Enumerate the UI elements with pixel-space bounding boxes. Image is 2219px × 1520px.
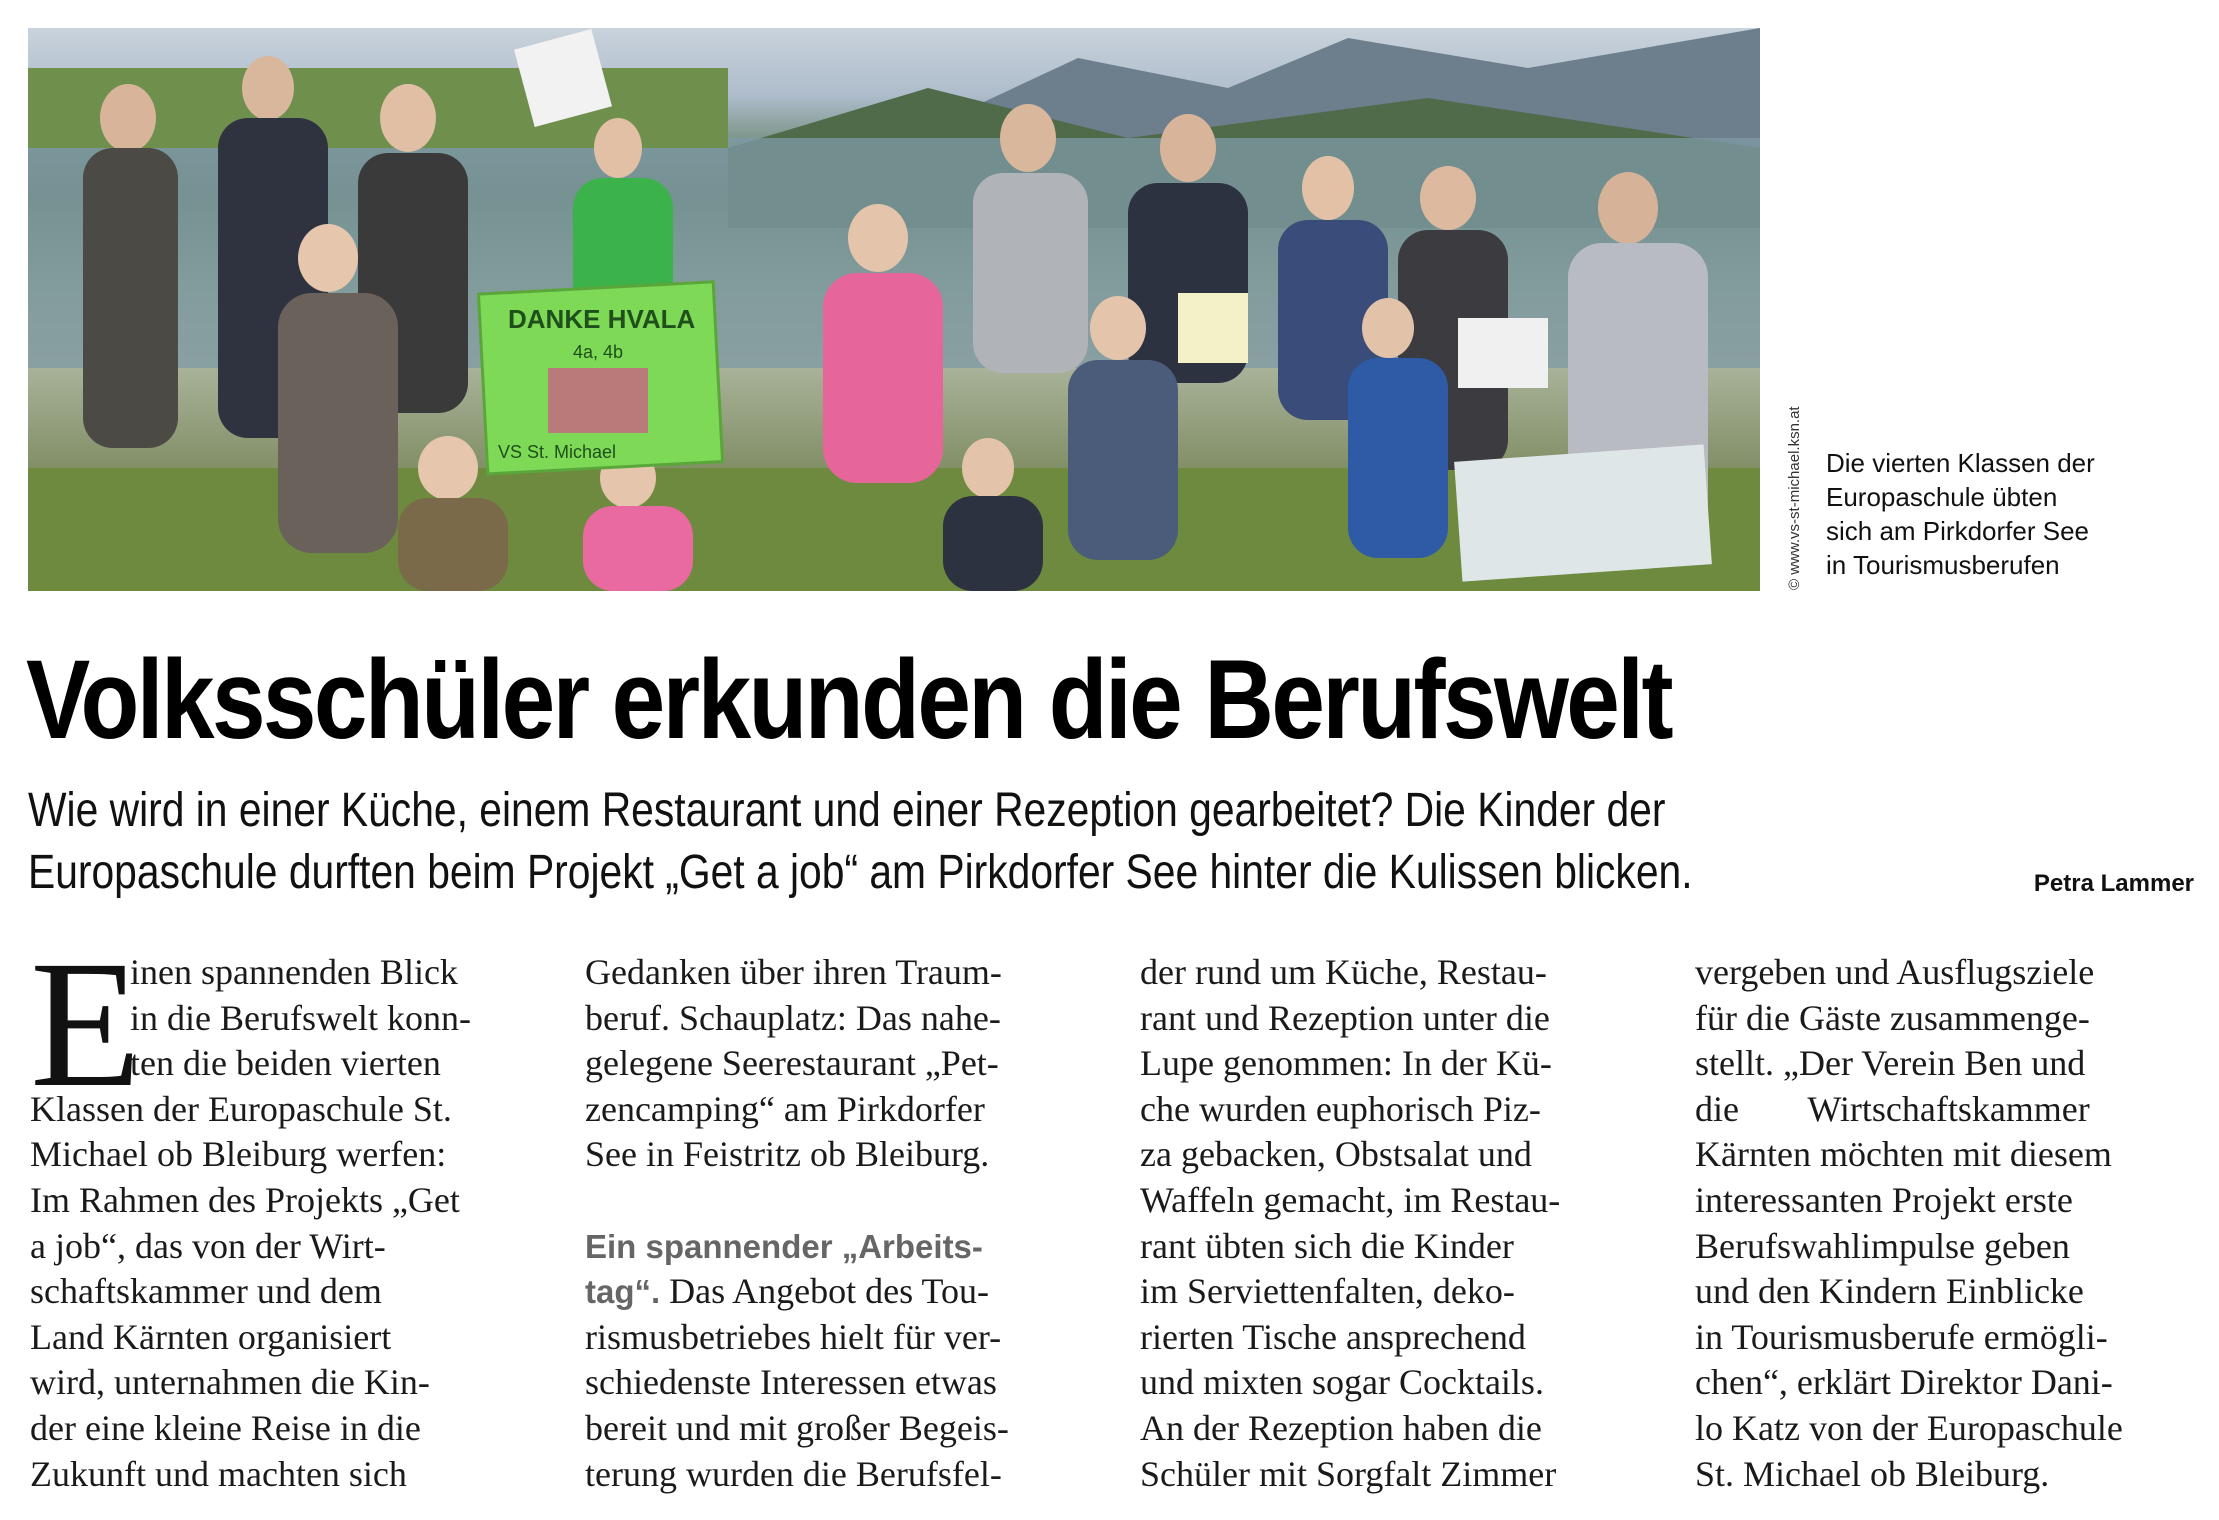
paragraph-gap — [585, 1178, 1090, 1224]
body-line: interessanten Projekt erste — [1695, 1179, 2073, 1220]
body-line: wird, unternahmen die Kin- — [30, 1362, 430, 1403]
author-byline: Petra Lammer — [2033, 870, 2194, 897]
caption-line: sich am Pirkdorfer See — [1826, 516, 2089, 546]
body-line: in die Berufswelt konn- — [130, 997, 471, 1038]
body-line: der eine kleine Reise in die — [30, 1407, 421, 1448]
sign-text-3: VS St. Michael — [498, 442, 617, 462]
body-line — [585, 1224, 1090, 1270]
body-line: terung wurden die Berufsfel- — [585, 1453, 1002, 1494]
body-line: rant übten sich die Kinder — [1140, 1225, 1514, 1266]
paper-sheet — [1454, 444, 1712, 581]
group-photo-illustration — [28, 28, 1760, 591]
body-line: schiedenste Interessen etwas — [585, 1362, 997, 1403]
body-line: Michael ob Bleiburg werfen: — [30, 1134, 447, 1175]
caption-line: Die vierten Klassen der — [1826, 448, 2095, 478]
body-line: See in Feistritz ob Bleiburg. — [585, 1134, 990, 1175]
body-line — [585, 1269, 1090, 1315]
body-line: Waffeln gemacht, im Restau- — [1140, 1179, 1561, 1220]
body-line: St. Michael ob Bleiburg. — [1695, 1453, 2050, 1494]
body-line: ten die beiden vierten — [130, 1043, 441, 1084]
body-line: der rund um Küche, Restau- — [1140, 952, 1547, 992]
body-column-3 — [1140, 950, 1645, 1497]
body-line: rant und Rezeption unter die — [1140, 997, 1550, 1038]
body-line: und mixten sogar Cocktails. — [1140, 1362, 1544, 1403]
body-column-1 — [30, 950, 535, 1497]
body-line: Kärnten möchten mit diesem — [1695, 1134, 2112, 1175]
body-line: und den Kindern Einblicke — [1695, 1271, 2084, 1312]
sign-text-2: 4a, 4b — [573, 342, 624, 362]
body-line: bereit und mit großer Begeis- — [585, 1407, 1009, 1448]
body-line: che wurden euphorisch Piz- — [1140, 1088, 1541, 1129]
paper-sheet — [1178, 293, 1248, 363]
caption-line: Europaschule übten — [1826, 482, 2058, 512]
body-line: vergeben und Ausflugsziele — [1695, 952, 2095, 992]
body-line: inen spannenden Blick — [130, 952, 458, 992]
body-line: Zukunft und machten sich — [30, 1453, 407, 1494]
body-line: Land Kärnten organisiert — [30, 1316, 392, 1357]
lead-line: Europaschule durften beim Projekt „Get a job“ am Pirkdorfer See hinter die Kulissen blicken. — [28, 846, 1693, 899]
article-lead — [28, 780, 2218, 904]
thank-you-sign — [478, 282, 722, 474]
subheading: Ein spannender „Arbeits- — [585, 1227, 983, 1265]
photo-caption — [1826, 446, 2206, 582]
body-line: za gebacken, Obstsalat und — [1140, 1134, 1532, 1175]
body-line: stellt. „Der Verein Ben und — [1695, 1043, 2086, 1084]
body-line: a job“, das von der Wirt- — [30, 1225, 386, 1266]
drop-cap: E — [30, 924, 142, 1125]
body-line: Klassen der Europaschule St. — [30, 1088, 452, 1129]
body-text: Das Angebot des Tou- — [660, 1271, 989, 1312]
body-line: rierten Tische ansprechend — [1140, 1316, 1526, 1357]
article-photo — [28, 28, 1760, 591]
sign-text-1: DANKE HVALA — [508, 304, 696, 334]
body-line: die Wirtschaftskammer — [1695, 1088, 2090, 1129]
body-line: Schüler mit Sorgfalt Zimmer — [1140, 1453, 1557, 1494]
subheading: tag“. — [585, 1273, 661, 1311]
body-line: Berufswahlimpulse geben — [1695, 1225, 2070, 1266]
body-line: Lupe genommen: In der Kü- — [1140, 1043, 1552, 1084]
body-line: lo Katz von der Europaschule — [1695, 1407, 2123, 1448]
body-line: im Serviettenfalten, deko- — [1140, 1271, 1515, 1312]
photo-credit: © www.vs-st-michael.ksn.at — [1786, 406, 1803, 590]
body-column-4 — [1695, 950, 2200, 1497]
article-headline: Volksschüler erkunden die Berufswelt — [26, 637, 1671, 762]
body-line: An der Rezeption haben die — [1140, 1407, 1542, 1448]
body-line: schaftskammer und dem — [30, 1271, 382, 1312]
paper-sheet — [1458, 318, 1548, 388]
body-line: Gedanken über ihren Traum- — [585, 952, 1002, 992]
caption-line: in Tourismusberufen — [1826, 550, 2060, 580]
body-column-2 — [585, 950, 1090, 1497]
body-line: chen“, erklärt Direktor Dani- — [1695, 1362, 2113, 1403]
body-line: gelegene Seerestaurant „Pet- — [585, 1043, 999, 1084]
body-line: für die Gäste zusammenge- — [1695, 997, 2090, 1038]
lead-line: Wie wird in einer Küche, einem Restaurant und einer Rezeption gearbeitet? Die Kinder der — [28, 784, 1666, 837]
body-line: beruf. Schauplatz: Das nahe- — [585, 997, 1001, 1038]
body-line: in Tourismusberufe ermögli- — [1695, 1316, 2108, 1357]
body-line: rismusbetriebes hielt für ver- — [585, 1316, 1002, 1357]
body-line: zencamping“ am Pirkdorfer — [585, 1088, 985, 1129]
body-line: Im Rahmen des Projekts „Get — [30, 1179, 460, 1220]
